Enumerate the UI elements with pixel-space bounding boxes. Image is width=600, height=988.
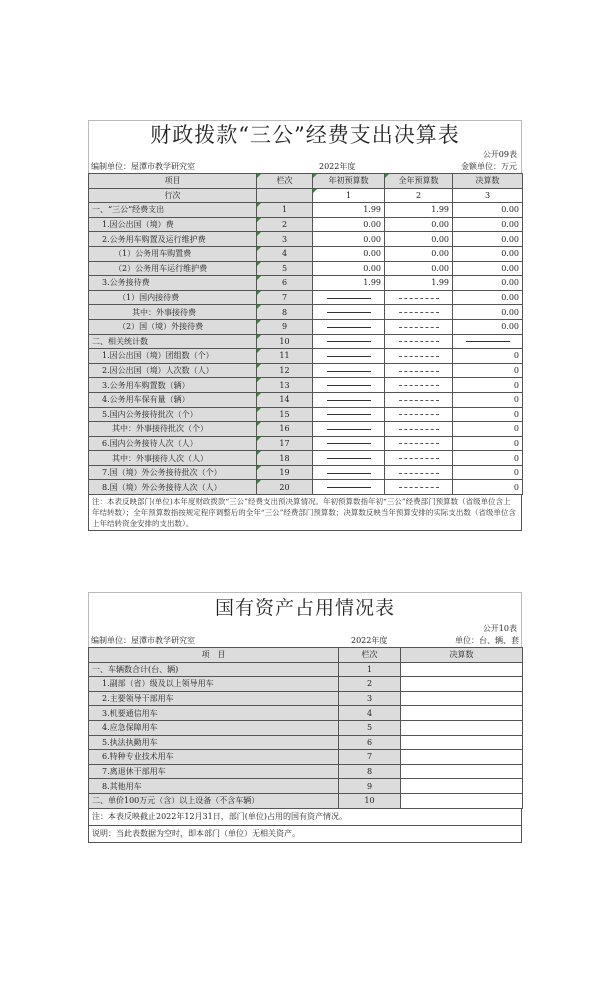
cell-initial <box>313 363 385 378</box>
cell-seq: 6 <box>257 276 313 291</box>
dash-mark <box>327 443 371 444</box>
cell-label: 3.公务接待费 <box>89 276 257 291</box>
assets-row <box>89 793 523 808</box>
assets-row <box>89 677 523 692</box>
cell-label: 3.机要通信用车 <box>89 706 339 721</box>
sheet2-title: 国有资产占用情况表 <box>214 597 395 619</box>
cell-final <box>401 764 523 779</box>
cell-label: 其中：外事接待人次（人） <box>89 451 257 466</box>
cell-seq: 13 <box>257 378 313 393</box>
table-row <box>89 334 523 349</box>
cell-final: 0 <box>453 480 523 495</box>
dash-mark <box>399 400 439 401</box>
sheet2-code: 公开10表 <box>88 623 522 635</box>
cell-label: 6.国内公务接待人次（人） <box>89 436 257 451</box>
cell-final: 0 <box>453 422 523 437</box>
table-row <box>89 465 523 480</box>
table-row <box>89 480 523 495</box>
table-row <box>89 203 523 218</box>
cell-initial <box>313 422 385 437</box>
dash-mark <box>399 341 439 342</box>
header-annual: 全年预算数 <box>385 174 453 189</box>
cell-seq: 4 <box>339 706 401 721</box>
cell-final <box>401 677 523 692</box>
cell-label: 二、单价100万元（含）以上设备（不含车辆） <box>89 793 339 808</box>
sheet2-unit: 编制单位：屋潭市教学研究室 <box>91 636 195 645</box>
header-item: 项目 <box>89 174 257 189</box>
cell-final <box>401 706 523 721</box>
cell-label: （1）国内接待费 <box>89 290 257 305</box>
header-final: 决算数 <box>453 174 523 189</box>
sheet2-meta <box>88 635 522 647</box>
cell-initial <box>313 290 385 305</box>
cell-annual <box>385 392 453 407</box>
assets-row <box>89 750 523 765</box>
dash-mark <box>327 327 371 328</box>
dash-mark <box>399 298 439 299</box>
cell-seq: 4 <box>257 246 313 261</box>
cell-seq: 19 <box>257 465 313 480</box>
cell-seq: 2 <box>339 677 401 692</box>
dash-mark <box>399 371 439 372</box>
dash-mark <box>327 356 371 357</box>
cell-label: 一、车辆数合计(台、辆) <box>89 662 339 677</box>
cell-final: 0.00 <box>453 246 523 261</box>
cell-annual: 0.00 <box>385 246 453 261</box>
assets-row <box>89 662 523 677</box>
table-row <box>89 436 523 451</box>
cell-seq: 5 <box>339 720 401 735</box>
cell-final: 0.00 <box>453 261 523 276</box>
cell-label: 二、相关统计数 <box>89 334 257 349</box>
assets-header-final: 决算数 <box>401 648 523 663</box>
cell-final <box>401 779 523 794</box>
assets-row <box>89 779 523 794</box>
dash-mark <box>327 458 371 459</box>
sheet1-meta <box>88 161 522 173</box>
cell-label: 2.公务用车购置及运行维护费 <box>89 232 257 247</box>
sanggong-table-body <box>89 203 523 495</box>
sanggong-table <box>88 173 523 495</box>
dash-mark <box>327 473 371 474</box>
cell-label: （2）公务用车运行维护费 <box>89 261 257 276</box>
table-row <box>89 305 523 320</box>
sheet1-unit: 编制单位：屋潭市教学研究室 <box>91 162 195 171</box>
cell-final: 0 <box>453 451 523 466</box>
cell-initial <box>313 436 385 451</box>
assets-header-row <box>89 648 523 663</box>
table-row <box>89 232 523 247</box>
cell-initial <box>313 378 385 393</box>
cell-annual <box>385 451 453 466</box>
assets-row <box>89 691 523 706</box>
cell-annual: 0.00 <box>385 232 453 247</box>
cell-label: 8.国（境）外公务接待人次（人） <box>89 480 257 495</box>
cell-final <box>401 720 523 735</box>
cell-initial <box>313 319 385 334</box>
cell-initial <box>313 334 385 349</box>
cell-seq: 16 <box>257 422 313 437</box>
cell-final <box>401 662 523 677</box>
cell-initial <box>313 480 385 495</box>
assets-row <box>89 735 523 750</box>
dash-mark <box>327 298 371 299</box>
cell-label: 1.因公出国（境）团组数（个） <box>89 349 257 364</box>
cell-final: 0 <box>453 349 523 364</box>
table-row <box>89 349 523 364</box>
cell-initial <box>313 392 385 407</box>
cell-label: 一、“三公”经费支出 <box>89 203 257 218</box>
table-row <box>89 422 523 437</box>
cell-label: 4.公务用车保有量（辆） <box>89 392 257 407</box>
sanggong-expenditure-sheet <box>88 120 522 531</box>
cell-initial: 0.00 <box>313 232 385 247</box>
cell-initial <box>313 407 385 422</box>
cell-seq: 1 <box>257 203 313 218</box>
dash-mark <box>327 400 371 401</box>
table-row <box>89 363 523 378</box>
dash-mark <box>327 371 371 372</box>
cell-annual: 1.99 <box>385 203 453 218</box>
table-row <box>89 319 523 334</box>
cell-final: 0.00 <box>453 276 523 291</box>
table-header-row <box>89 174 523 189</box>
dash-mark <box>399 429 439 430</box>
table-row <box>89 217 523 232</box>
cell-final: 0 <box>453 378 523 393</box>
cell-final: 0 <box>453 392 523 407</box>
cell-final: 0.00 <box>453 203 523 218</box>
assets-table-body <box>89 662 523 808</box>
cell-label: 4.应急保障用车 <box>89 720 339 735</box>
cell-initial: 1.99 <box>313 276 385 291</box>
cell-seq: 20 <box>257 480 313 495</box>
cell-seq: 10 <box>339 793 401 808</box>
dash-mark <box>327 429 371 430</box>
cell-seq: 8 <box>339 764 401 779</box>
cell-seq: 8 <box>257 305 313 320</box>
cell-initial: 0.00 <box>313 217 385 232</box>
cell-label: 1.因公出国（境）费 <box>89 217 257 232</box>
cell-final: 0 <box>453 407 523 422</box>
cell-seq: 10 <box>257 334 313 349</box>
cell-annual <box>385 319 453 334</box>
table-row <box>89 261 523 276</box>
cell-seq: 14 <box>257 392 313 407</box>
cell-annual <box>385 480 453 495</box>
assets-row <box>89 764 523 779</box>
cell-seq: 18 <box>257 451 313 466</box>
assets-row <box>89 720 523 735</box>
cell-annual: 0.00 <box>385 217 453 232</box>
cell-annual <box>385 363 453 378</box>
cell-seq: 3 <box>339 691 401 706</box>
sheet2-amount-unit: 单位：台、辆、套 <box>455 636 519 645</box>
cell-final: 0.00 <box>453 290 523 305</box>
cell-final <box>401 793 523 808</box>
cell-seq: 7 <box>339 750 401 765</box>
cell-initial: 0.00 <box>313 246 385 261</box>
state-assets-table <box>88 647 523 809</box>
cell-final <box>453 334 523 349</box>
dash-mark <box>327 312 371 313</box>
cell-initial <box>313 305 385 320</box>
assets-header-seq: 栏次 <box>339 648 401 663</box>
cell-annual <box>385 436 453 451</box>
subheader-empty <box>257 188 313 203</box>
table-row <box>89 246 523 261</box>
sheet2-title-row <box>88 592 522 623</box>
cell-annual: 0.00 <box>385 261 453 276</box>
cell-seq: 15 <box>257 407 313 422</box>
header-initial: 年初预算数 <box>313 174 385 189</box>
dash-mark <box>399 414 439 415</box>
table-row <box>89 392 523 407</box>
cell-final: 0.00 <box>453 232 523 247</box>
sheet2-explanation: 说明：当此表数据为空时，即本部门（单位）无相关资产。 <box>88 826 522 843</box>
sheet1-title: 财政拨款“三公”经费支出决算表 <box>150 123 460 147</box>
dash-mark <box>327 341 371 342</box>
cell-seq: 1 <box>339 662 401 677</box>
cell-seq: 3 <box>257 232 313 247</box>
cell-label: 8.其他用车 <box>89 779 339 794</box>
sheet2-note: 注：本表反映截止2022年12月31日，部门(单位)占用的国有资产情况。 <box>88 809 522 826</box>
cell-label: 3.公务用车购置数（辆） <box>89 378 257 393</box>
dash-mark <box>327 414 371 415</box>
dash-mark <box>399 327 439 328</box>
cell-initial <box>313 465 385 480</box>
subheader-c2: 2 <box>385 188 453 203</box>
cell-initial <box>313 349 385 364</box>
cell-seq: 9 <box>257 319 313 334</box>
cell-final <box>401 735 523 750</box>
assets-header-item: 项 目 <box>89 648 339 663</box>
cell-initial <box>313 451 385 466</box>
dash-mark <box>399 385 439 386</box>
assets-row <box>89 706 523 721</box>
table-row <box>89 378 523 393</box>
table-row <box>89 407 523 422</box>
cell-annual <box>385 422 453 437</box>
dash-mark <box>327 487 371 488</box>
cell-annual <box>385 407 453 422</box>
dash-mark <box>399 312 439 313</box>
sheet2-year: 2022年度 <box>351 636 388 645</box>
dash-mark <box>399 458 439 459</box>
cell-label: 5.执法执勤用车 <box>89 735 339 750</box>
cell-final: 0 <box>453 436 523 451</box>
cell-initial: 0.00 <box>313 261 385 276</box>
sheet1-title-row <box>88 120 522 149</box>
cell-final: 0.00 <box>453 305 523 320</box>
subheader-item: 行次 <box>89 188 257 203</box>
header-seq: 栏次 <box>257 174 313 189</box>
cell-seq: 2 <box>257 217 313 232</box>
dash-mark <box>399 487 439 488</box>
cell-final: 0 <box>453 465 523 480</box>
cell-label: 7.离退休干部用车 <box>89 764 339 779</box>
cell-seq: 5 <box>257 261 313 276</box>
dash-mark <box>466 341 510 342</box>
cell-annual <box>385 290 453 305</box>
cell-seq: 17 <box>257 436 313 451</box>
cell-label: 2.主要领导干部用车 <box>89 691 339 706</box>
cell-label: 1.副部（省）级及以上领导用车 <box>89 677 339 692</box>
cell-final <box>401 691 523 706</box>
table-row <box>89 290 523 305</box>
cell-annual <box>385 349 453 364</box>
cell-annual <box>385 378 453 393</box>
dash-mark <box>399 356 439 357</box>
cell-label: 5.国内公务接待批次（个） <box>89 407 257 422</box>
cell-annual: 1.99 <box>385 276 453 291</box>
state-assets-sheet <box>88 592 522 843</box>
cell-seq: 6 <box>339 735 401 750</box>
cell-label: 其中：外事接待批次（个） <box>89 422 257 437</box>
sheet1-year: 2022年度 <box>319 162 356 171</box>
table-row <box>89 276 523 291</box>
cell-label: 6.特种专业技术用车 <box>89 750 339 765</box>
cell-annual <box>385 334 453 349</box>
cell-label: （1）公务用车购置费 <box>89 246 257 261</box>
cell-seq: 12 <box>257 363 313 378</box>
cell-final <box>401 750 523 765</box>
sheet1-note: 注：本表反映部门(单位)本年度财政拨款“三公”经费支出预决算情况。年初预算数指年初“三公”经费部门预算数（省级单位含上年结转数）；全年预算数指按规定程序调整后的全年“三公”经费部门预算数；决算数反映当年预算安排的实际支出数（省级单位含上年结转资金安排的支出数）。 <box>88 495 522 531</box>
cell-label: 7.国（境）外公务接待批次（个） <box>89 465 257 480</box>
sheet1-code: 公开09表 <box>88 149 522 161</box>
cell-seq: 9 <box>339 779 401 794</box>
subheader-c1: 1 <box>313 188 385 203</box>
dash-mark <box>399 443 439 444</box>
table-subheader-row <box>89 188 523 203</box>
cell-label: 其中：外事接待费 <box>89 305 257 320</box>
cell-annual <box>385 465 453 480</box>
cell-final: 0.00 <box>453 319 523 334</box>
cell-final: 0 <box>453 363 523 378</box>
sheet1-amount-unit: 金额单位：万元 <box>461 162 517 171</box>
cell-final: 0.00 <box>453 217 523 232</box>
dash-mark <box>399 473 439 474</box>
dash-mark <box>327 385 371 386</box>
cell-seq: 7 <box>257 290 313 305</box>
cell-seq: 11 <box>257 349 313 364</box>
cell-initial: 1.99 <box>313 203 385 218</box>
cell-label: 2.因公出国（境）人次数（人） <box>89 363 257 378</box>
table-row <box>89 451 523 466</box>
cell-label: （2）国（境）外接待费 <box>89 319 257 334</box>
cell-annual <box>385 305 453 320</box>
subheader-c3: 3 <box>453 188 523 203</box>
